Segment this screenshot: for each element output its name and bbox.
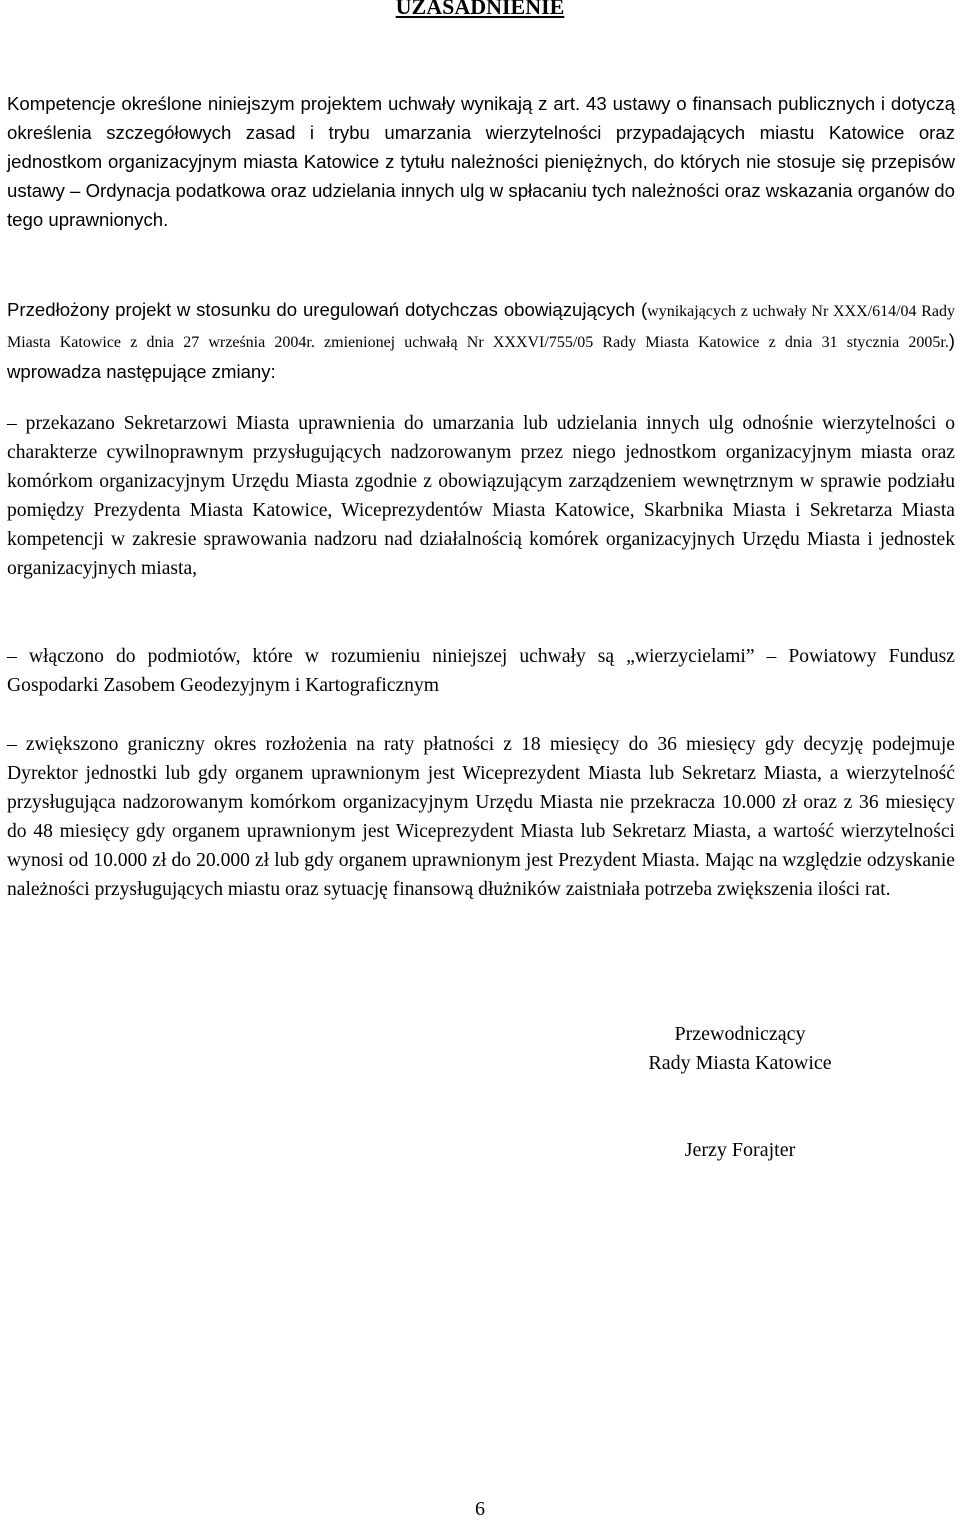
document-heading: UZASADNIENIE <box>395 0 565 19</box>
changes-intro-lead: Przedłożony projekt w stosunku do uregulowań dotychczas obowiązujących ( <box>7 299 648 320</box>
changes-intro-paragraph <box>7 295 955 386</box>
change-item: – zwiększono graniczny okres rozłożenia na raty płatności z 18 miesięcy do 36 miesięcy gdy decyzję podejmuje Dyrektor jednostki lub gdy organem uprawnionym jest Wiceprezydent Miasta lub Sekretarz Miasta, a wierzytelność przysługująca nadzorowanym komórkom organizacyjnym Urzędu Miasta nie przekracza 10.000 zł oraz z 36 miesięcy do 48 miesięcy gdy organem uprawnionym jest Wiceprezydent Miasta lub Sekretarz Miasta, a wartość wierzytelności wynosi od 10.000 zł do 20.000 zł lub gdy organem uprawnionym jest Prezydent Miasta. Mając na względzie odzyskanie należności przysługujących miastu oraz sytuację finansową dłużników zaistniała potrzeba zwiększenia ilości rat. <box>7 734 955 900</box>
change-item: – przekazano Sekretarzowi Miasta uprawnienia do umarzania lub udzielania innych ulg odnośnie wierzytelności o charakterze cywilnoprawnym przysługujących nadzorowanym przez niego jednostkom organizacyjnym miasta oraz komórkom organizacyjnym Urzędu Miasta zgodnie z obowiązującym zarządzeniem wewnętrznym w sprawie podziału pomiędzy Prezydenta Miasta Katowice, Wiceprezydentów Miasta Katowice, Skarbnika Miasta i Sekretarza Miasta kompetencji w zakresie sprawowania nadzoru nad działalnością komórek organizacyjnych Urzędu Miasta i jednostek organizacyjnych miasta, <box>7 413 955 579</box>
resolution-reference: wynikających z uchwały Nr XXX/614/04 Rady Miasta Katowice z dnia 27 września 2004r. zmienionej uchwałą Nr XXXVI/755/05 Rady Miasta Katowice z dnia 31 stycznia 2005r. <box>7 303 955 351</box>
signature-title-line1: Przewodniczący <box>674 1023 806 1045</box>
change-item: – włączono do podmiotów, które w rozumieniu niniejszej uchwały są „wierzycielami” – Powiatowy Fundusz Gospodarki Zasobem Geodezyjnym i Kartograficznym <box>7 646 955 696</box>
changes-intro-tail: ) wprowadza następujące zmiany: <box>7 330 955 382</box>
signature-title <box>560 1020 920 1078</box>
intro-paragraph: Kompetencje określone niniejszym projektem uchwały wynikają z art. 43 ustawy o finansach publicznych i dotyczą określenia szczegółowych zasad i trybu umarzania wierzytelności przypadających miastu Katowice oraz jednostkom organizacyjnym miasta Katowice z tytułu należności pieniężnych, do których nie stosuje się przepisów ustawy – Ordynacja podatkowa oraz udzielania innych ulg w spłacaniu tych należności oraz wskazania organów do tego uprawnionych. <box>7 93 955 230</box>
signature-name: Jerzy Forajter <box>684 1139 796 1161</box>
page-number: 6 <box>475 1498 485 1520</box>
signature-title-line2: Rady Miasta Katowice <box>648 1052 832 1074</box>
